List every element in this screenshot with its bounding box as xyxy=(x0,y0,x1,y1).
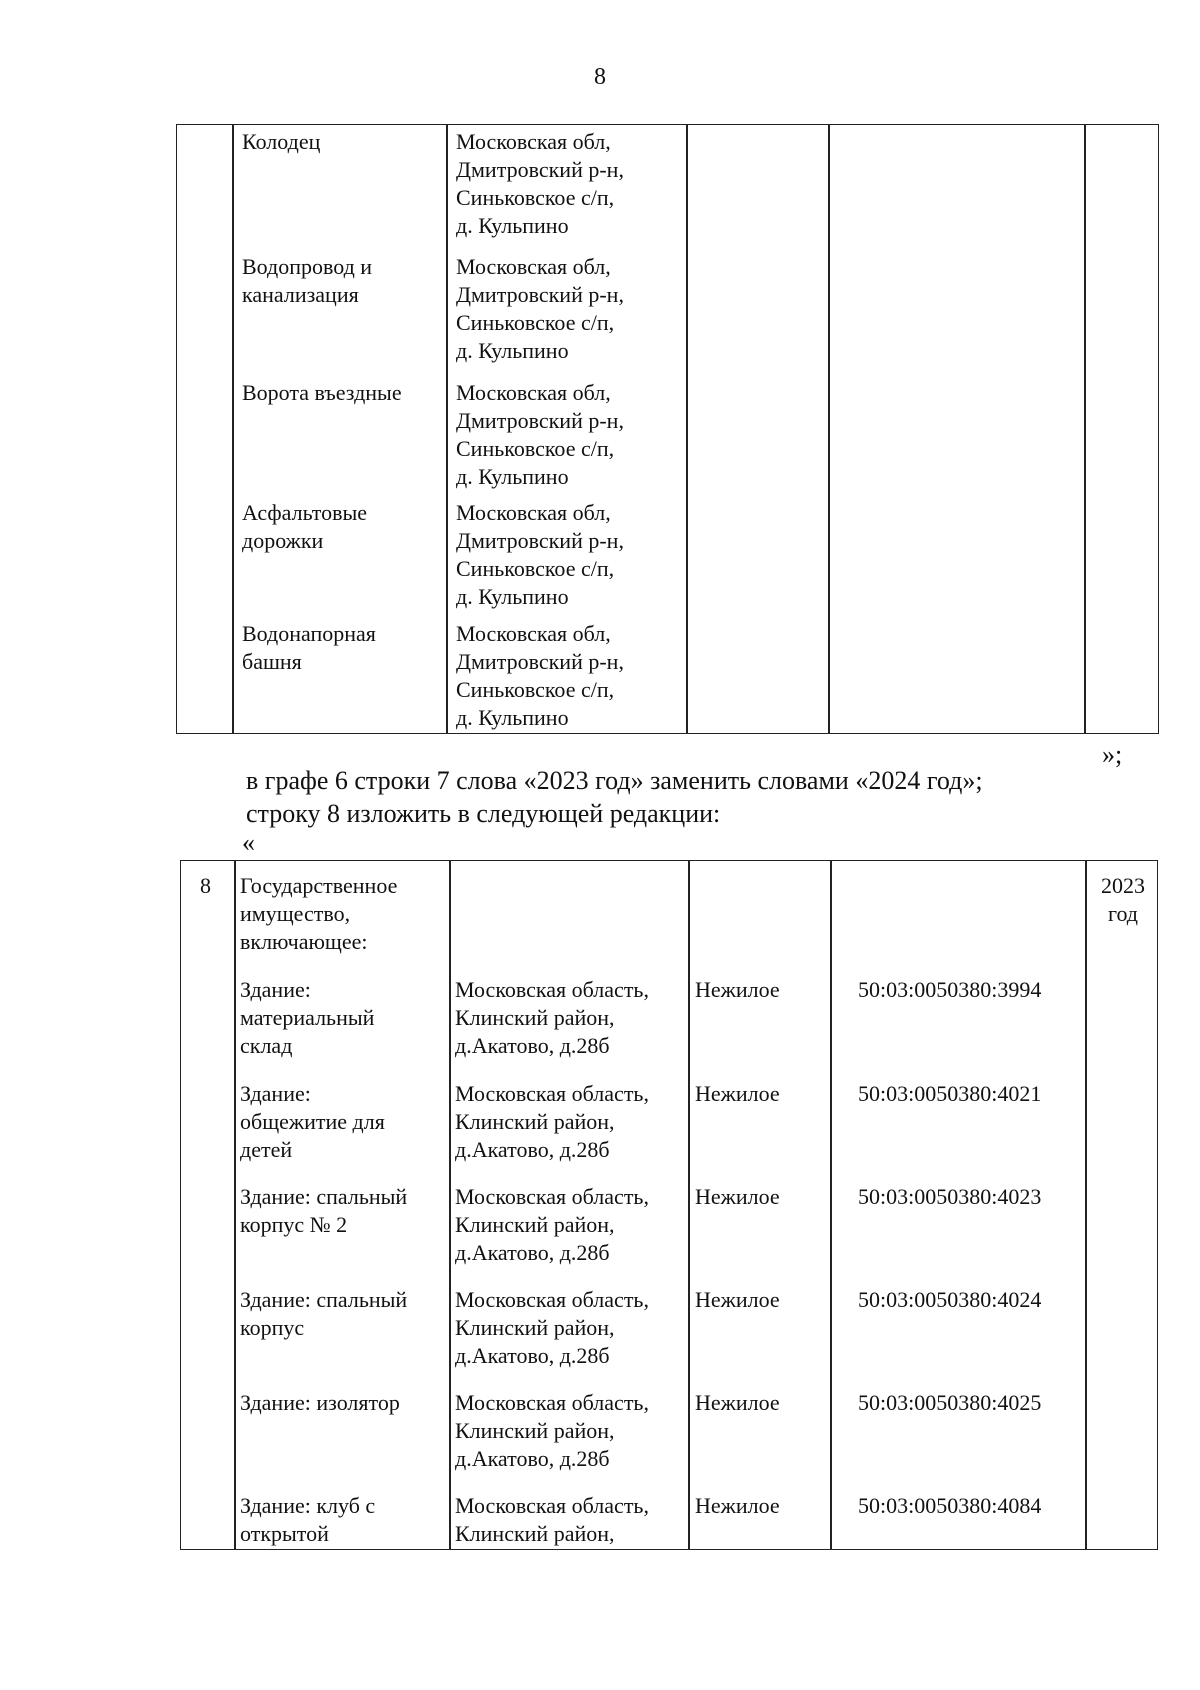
table1-row-address: Московская обл, Дмитровский р-н, Синьковское с/п, д. Кульпино xyxy=(456,500,624,609)
table2-row-name: Здание: общежитие для детей xyxy=(240,1081,385,1162)
table1-row-name: Асфальтовые дорожки xyxy=(242,500,368,553)
table2-row-address: Московская область, Клинский район, д.Акатово, д.28б xyxy=(455,1287,649,1368)
table2-row-cadastral: 50:03:0050380:4025 xyxy=(858,1390,1042,1415)
table2-col-divider xyxy=(234,860,236,1550)
table1-col-divider xyxy=(1084,124,1086,734)
table2-row-cadastral: 50:03:0050380:4024 xyxy=(858,1287,1042,1312)
table1-row-address: Московская обл, Дмитровский р-н, Синьковское с/п, д. Кульпино xyxy=(456,129,624,238)
table2-row-address: Московская область, Клинский район, д.Акатово, д.28б xyxy=(455,1184,649,1265)
opening-quote: « xyxy=(242,828,255,857)
table1-row-address: Московская обл, Дмитровский р-н, Синьковское с/п, д. Кульпино xyxy=(456,621,624,730)
table1-row-address: Московская обл, Дмитровский р-н, Синьковское с/п, д. Кульпино xyxy=(456,380,624,489)
instruction-line-2: строку 8 изложить в следующей редакции: xyxy=(246,799,721,828)
table1-row-name: Водонапорная башня xyxy=(242,621,376,674)
table1-row-name: Колодец xyxy=(242,129,321,154)
table2-row-purpose: Нежилое xyxy=(695,1287,780,1312)
table2-row-cadastral: 50:03:0050380:4021 xyxy=(858,1081,1042,1106)
table2-row-purpose: Нежилое xyxy=(695,977,780,1002)
table2-col-divider xyxy=(1085,860,1087,1550)
table2-row-address: Московская область, Клинский район, д.Акатово, д.28б xyxy=(455,977,649,1058)
table2-col-divider xyxy=(449,860,451,1550)
row-number: 8 xyxy=(200,873,211,898)
table2-row-address: Московская область, Клинский район, д.Акатово, д.28б xyxy=(455,1390,649,1471)
table2-row-cadastral: 50:03:0050380:3994 xyxy=(858,977,1042,1002)
table2-row-purpose: Нежилое xyxy=(695,1390,780,1415)
header-name: Государственное имущество, включающее: xyxy=(240,873,398,954)
table1-row-address: Московская обл, Дмитровский р-н, Синьковское с/п, д. Кульпино xyxy=(456,254,624,363)
table1-col-divider xyxy=(232,124,234,734)
table1-col-divider xyxy=(446,124,448,734)
table2-row-cadastral: 50:03:0050380:4084 xyxy=(858,1493,1042,1518)
table2-row-address: Московская область, Клинский район, xyxy=(455,1493,649,1546)
table1-row-name: Водопровод и канализация xyxy=(242,254,373,307)
page-number: 8 xyxy=(594,64,606,90)
table2-row-name: Здание: изолятор xyxy=(240,1390,400,1415)
table1-col-divider xyxy=(828,124,830,734)
table2-row-name: Здание: клуб с открытой xyxy=(240,1493,376,1546)
table1-col-divider xyxy=(686,124,688,734)
table2-row-purpose: Нежилое xyxy=(695,1184,780,1209)
table2-row-name: Здание: материальный склад xyxy=(240,977,375,1058)
year-cell: 2023 год xyxy=(1101,873,1145,926)
table2-row-purpose: Нежилое xyxy=(695,1493,780,1518)
table2-row-cadastral: 50:03:0050380:4023 xyxy=(858,1184,1042,1209)
closing-quote: »; xyxy=(1102,740,1123,769)
table2-col-divider xyxy=(830,860,832,1550)
table2-row-name: Здание: спальный корпус xyxy=(240,1287,408,1340)
table1-row-name: Ворота въездные xyxy=(242,380,402,405)
table2-row-address: Московская область, Клинский район, д.Акатово, д.28б xyxy=(455,1081,649,1162)
table2-row-purpose: Нежилое xyxy=(695,1081,780,1106)
instruction-line-1: в графе 6 строки 7 слова «2023 год» заменить словами «2024 год»; xyxy=(246,766,983,795)
table2-col-divider xyxy=(688,860,690,1550)
table2-row-name: Здание: спальный корпус № 2 xyxy=(240,1184,408,1237)
